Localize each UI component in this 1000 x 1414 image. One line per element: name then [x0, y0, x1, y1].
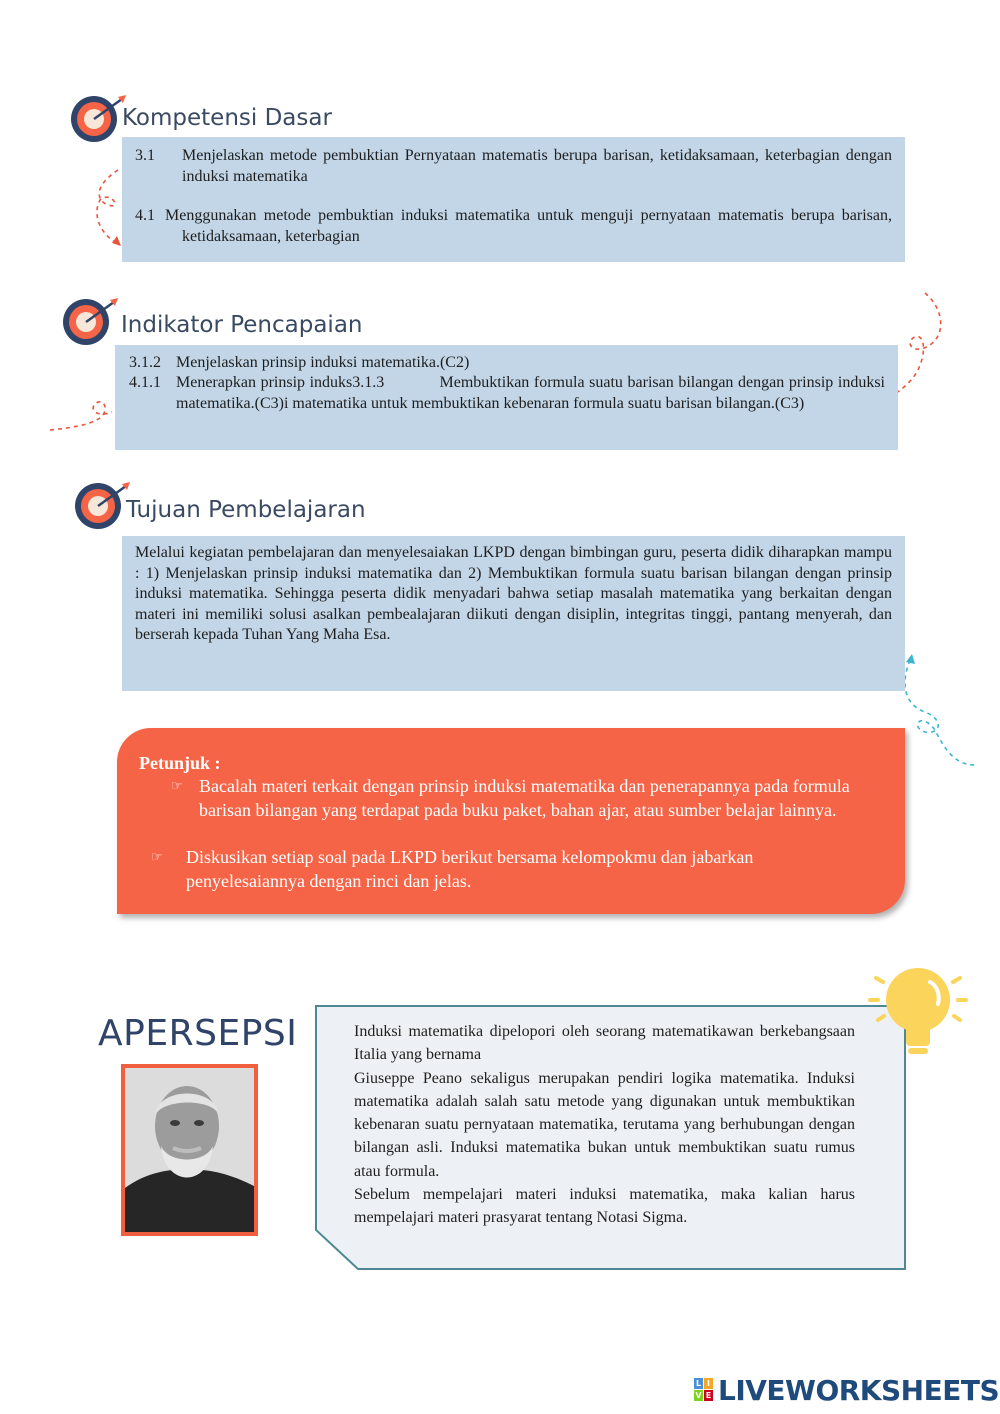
petunjuk-box — [117, 728, 905, 914]
indikator-item: 4.1.1 Menerapkan prinsip induks3.1.3 Membuktikan formula suatu barisan bilangan dengan prinsip induksi matematika.(C3)i matematika untuk membuktikan kebenaran formula suatu barisan bilangan.(C3) — [129, 374, 885, 412]
indikator-title: Indikator Pencapaian — [121, 312, 363, 338]
kompetensi-box — [122, 137, 905, 262]
liveworksheets-logo[interactable]: LIVEWORKSHEETS — [718, 1374, 1000, 1407]
petunjuk-title: Petunjuk : — [139, 753, 221, 773]
apersepsi-title: APERSEPSI — [98, 1013, 298, 1054]
apersepsi-paragraph: Induksi matematika dipelopori oleh seorang matematikawan berkebangsaan Italia yang bernama — [354, 1023, 855, 1064]
target-icon — [62, 296, 120, 348]
kompetensi-title: Kompetensi Dasar — [122, 105, 332, 131]
tujuan-box — [122, 536, 905, 691]
lightbulb-icon — [866, 960, 972, 1064]
tujuan-title: Tujuan Pembelajaran — [126, 497, 366, 523]
portrait-figure — [125, 1068, 254, 1232]
tujuan-text: Melalui kegiatan pembelajaran dan menyelesaiakan LKPD dengan bimbingan guru, peserta didik diharapkan mampu : 1) Menjelaskan prinsip induksi matematika dan 2) Membuktikan formula suatu barisan bilangan dengan prinsip induksi matematika. Sehingga peserta didik menyadari bahwa setiap masalah matematika yang berkaitan dengan materi ini memiliki solusi asalkan pembealajaran diikuti dengan disiplin, integritas tinggi, pantang menyerah, dan berserah kepada Tuhan Yang Maha Esa. — [135, 544, 892, 643]
kompetensi-item: 3.1 Menjelaskan metode pembuktian Pernyataan matematis berupa barisan, ketidaksamaan, keterbagian dengan induksi matematika — [135, 147, 892, 185]
apersepsi-paragraph: Giuseppe Peano sekaligus merupakan pendiri logika matematika. Induksi matematika adalah salah satu metode yang digunakan untuk membuktikan kebenaran suatu pernyataan matematika, terutama yang berhubungan dengan bilangan asli. Induksi matematika bukan untuk membuktikan suatu rumus atau formula. — [354, 1069, 855, 1180]
pointing-hand-icon: ☞ — [171, 778, 183, 793]
target-icon — [70, 93, 128, 145]
pointing-hand-icon: ☞ — [151, 849, 163, 864]
target-icon — [74, 480, 132, 532]
petunjuk-item: Bacalah materi terkait dengan prinsip induksi matematika dan penerapannya pada formula barisan bilangan yang terdapat pada buku paket, bahan ajar, atau sumber belajar lainnya. — [199, 776, 850, 820]
petunjuk-item: Diskusikan setiap soal pada LKPD berikut bersama kelompokmu dan jabarkan penyelesaiannya dengan rinci dan jelas. — [186, 847, 754, 891]
portrait-image — [121, 1064, 258, 1236]
indikator-box — [115, 345, 898, 450]
indikator-item: 3.1.2 Menjelaskan prinsip induksi matematika.(C2) — [129, 354, 470, 371]
apersepsi-text — [354, 1020, 855, 1230]
liveworksheets-badge: L I V E — [695, 1379, 712, 1400]
apersepsi-paragraph: Sebelum mempelajari materi induksi matematika, maka kalian harus mempelajari materi prasyarat tentang Notasi Sigma. — [354, 1186, 855, 1227]
kompetensi-item: 4.1 Menggunakan metode pembuktian induksi matematika untuk menguji pernyataan matematis berupa barisan, ketidaksamaan, keterbagian — [135, 207, 892, 245]
